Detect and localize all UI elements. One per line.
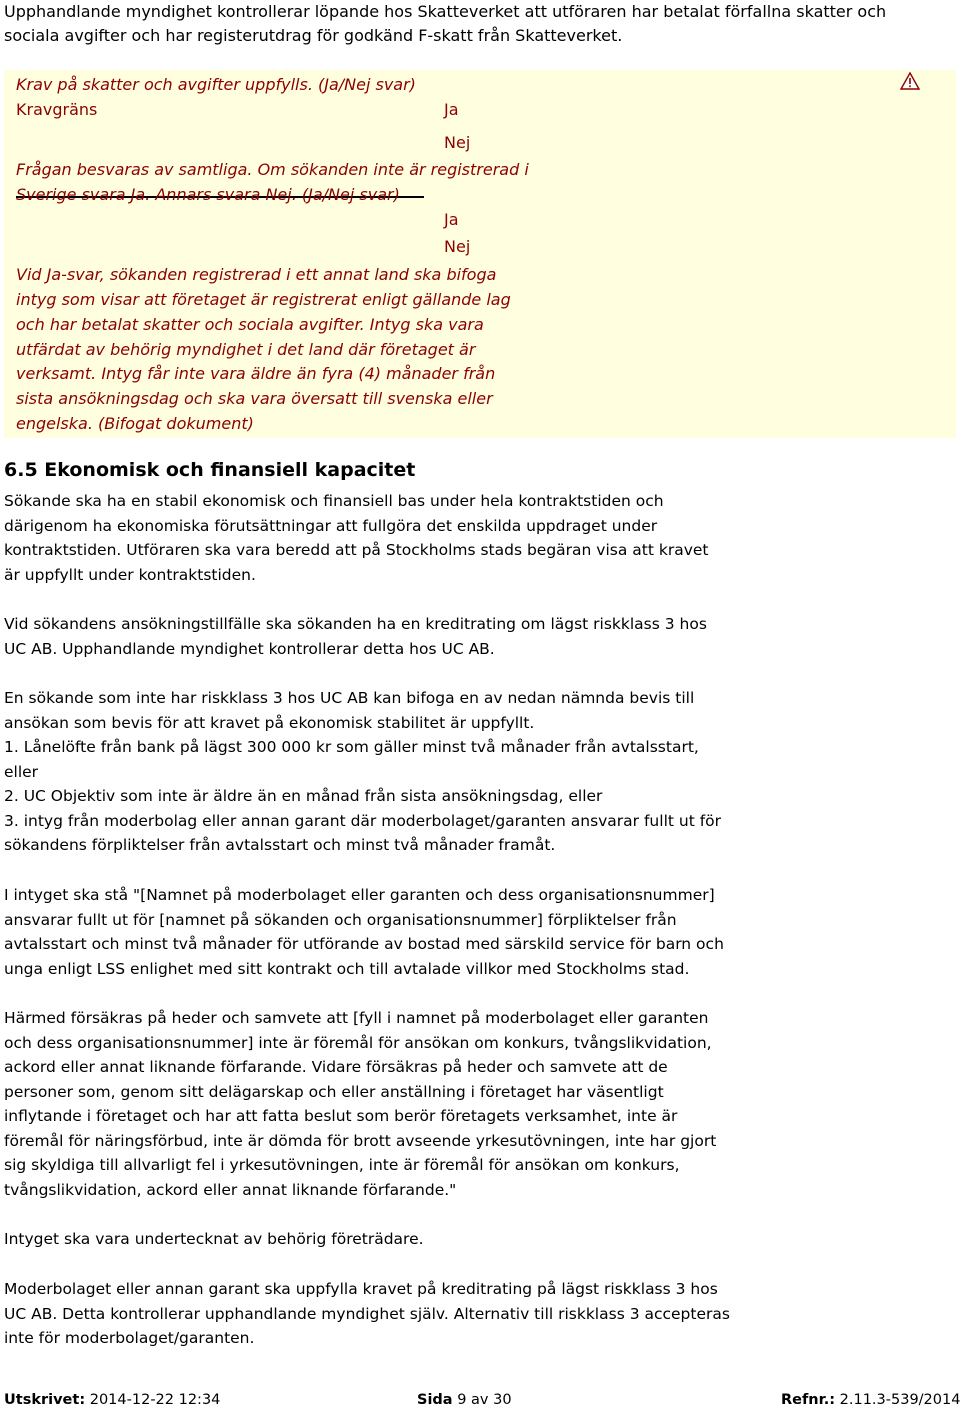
attachment-text-line: Vid Ja-svar, sökanden registrerad i ett annat land ska bifoga [16, 265, 497, 284]
threshold-no-option[interactable]: Nej [444, 133, 471, 152]
footer-printed [4, 1392, 220, 1408]
paragraph-declaration: Härmed försäkras på heder och samvete att [fyll i namnet på moderbolaget eller garanten och dess organisationsnummer] inte är föremål för ansökan om konkurs, tvångslikvidation, ackord eller annat liknande förfarande. Vidare försäkras på heder och samvete att de personer som, genom sitt delägarskap och eller anställning i företaget har väsentligt inflytande i företaget och har att fatta beslut som berör företagets verksamhet, inte är föremål för näringsförbud, inte är dömda för brott avseende yrkesutövningen, inte har gjort sig skyldiga till allvarligt fel i yrkesutövningen, inte är föremål för ansökan om konkurs, tvångslikvidation, ackord eller annat liknande förfarande." [4, 1009, 717, 1199]
paragraph-financial-base: Sökande ska ha en stabil ekonomisk och finansiell bas under hela kontraktstiden och därigenom ha ekonomiska förutsättningar att fullgöra det enskilda uppdraget under kontraktstiden. Utföraren ska vara beredd att på Stockholms stads begäran visa att kravet är uppfyllt under kontraktstiden. [4, 492, 709, 584]
criteria-question-registration-line1: Frågan besvaras av samtliga. Om sökanden inte är registrerad i [16, 160, 529, 179]
footer-printed-label: Utskrivet: [4, 1392, 86, 1408]
criteria-question-taxes: Krav på skatter och avgifter uppfylls. (Ja/Nej svar) [16, 75, 416, 94]
footer-reference-value: 2.11.3-539/2014 [839, 1392, 960, 1408]
registration-no-option[interactable]: Nej [444, 237, 471, 256]
intro-text: Upphandlande myndighet kontrollerar löpande hos Skatteverket att utföraren har betalat förfallna skatter och sociala avgifter och har registerutdrag för godkänd F-skatt från Skatteverket. [4, 2, 887, 45]
attachment-text-line: engelska. (Bifogat dokument) [16, 414, 254, 433]
paragraph-signature: Intyget ska vara undertecknat av behörig företrädare. [4, 1230, 424, 1248]
paragraph-guarantor-rating: Moderbolaget eller annan garant ska uppfylla kravet på kreditrating på lägst riskklass 3 hos UC AB. Detta kontrollerar upphandlande myndighet själv. Alternativ till riskklass 3 accepteras inte för moderbolaget/garanten. [4, 1280, 730, 1347]
criteria-box [4, 70, 956, 438]
attachment-text-line: verksamt. Intyg får inte vara äldre än fyra (4) månader från [16, 364, 496, 383]
footer-reference [781, 1392, 960, 1408]
section-heading: 6.5 Ekonomisk och finansiell kapacitet [4, 459, 416, 481]
paragraph-guarantee-wording: I intyget ska stå "[Namnet på moderbolaget eller garanten och dess organisationsnummer] ansvarar fullt ut för [namnet på sökanden och organisationsnummer] förpliktelser från avtalsstart och minst två månader för utförande av bostad med särskild service för barn och unga enligt LSS enlighet med sitt kontrakt och till avtalade villkor med Stockholms stad. [4, 886, 724, 978]
paragraph-alternative-evidence: En sökande som inte har riskklass 3 hos UC AB kan bifoga en av nedan nämnda bevis till ansökan som bevis för att kravet på ekonomisk stabilitet är uppfyllt. 1. Lånelöfte från bank på lägst 300 000 kr som gäller minst två månader från avtalsstart, eller 2. UC Objektiv som inte är äldre än en månad från sista ansökningsdag, eller 3. intyg från moderbolag eller annan garant där moderbolaget/garanten ansvarar fullt ut för sökandens förpliktelser från avtalsstart och minst två månader framåt. [4, 689, 722, 854]
footer-page-value: 9 av 30 [457, 1392, 512, 1408]
paragraph-credit-rating: Vid sökandens ansökningstillfälle ska sökanden ha en kreditrating om lägst riskklass 3 hos UC AB. Upphandlande myndighet kontrollerar detta hos UC AB. [4, 615, 707, 658]
attachment-text-line: och har betalat skatter och sociala avgifter. Intyg ska vara [16, 315, 484, 334]
warning-triangle-icon [900, 72, 920, 90]
criteria-question-registration-line2: Sverige svara Ja. Annars svara Nej. (Ja/Nej svar) [16, 185, 400, 204]
footer-printed-value: 2014-12-22 12:34 [89, 1392, 221, 1408]
attachment-text-line: intyg som visar att företaget är registrerat enligt gällande lag [16, 290, 511, 309]
registration-yes-option[interactable]: Ja [444, 210, 459, 229]
footer-page [417, 1392, 512, 1408]
attachment-text-line: utfärdat av behörig myndighet i det land där företaget är [16, 340, 476, 359]
footer-reference-label: Refnr.: [781, 1392, 836, 1408]
attachment-text-line: sista ansökningsdag och ska vara översatt till svenska eller [16, 389, 493, 408]
threshold-yes-option[interactable]: Ja [444, 100, 459, 119]
threshold-label: Kravgräns [16, 100, 98, 119]
footer-page-label: Sida [417, 1392, 453, 1408]
